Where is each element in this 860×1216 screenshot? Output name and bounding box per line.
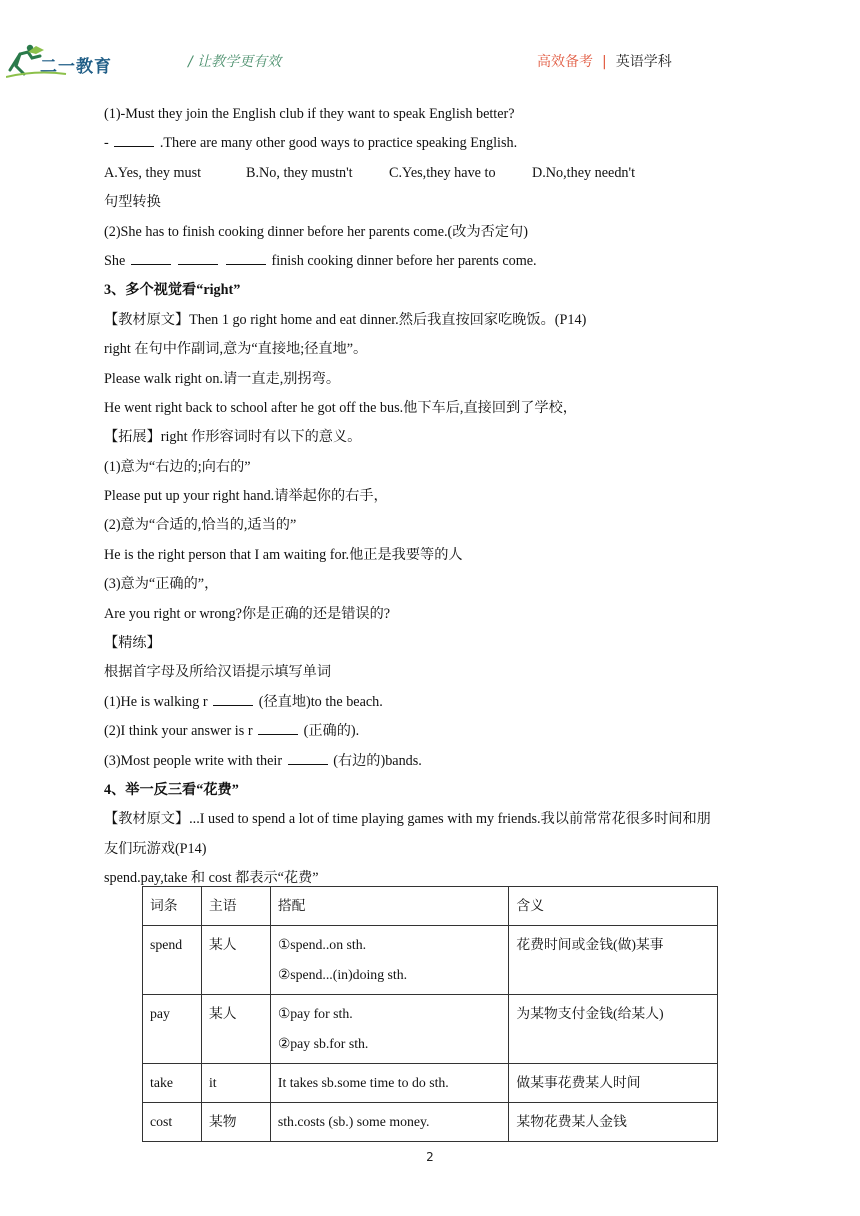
answer-text: finish cooking dinner before her parents come. (271, 252, 537, 269)
table-cell-word: cost (143, 1103, 202, 1142)
spend-comparison-table (142, 886, 718, 1142)
extension-heading: 【拓展】right 作形容词时有以下的意义。 (104, 429, 362, 446)
table-row (143, 926, 718, 995)
header-separator: | (602, 54, 607, 70)
collocation: ②pay sb.for sth. (277, 1036, 369, 1051)
table-cell-meaning: 花费时间或金钱(做)某事 (509, 926, 718, 995)
table-cell-meaning: 为某物支付金钱(给某人) (509, 995, 718, 1064)
collocation: ②spend...(in)doing sth. (277, 967, 408, 982)
table-header: 含义 (509, 887, 718, 926)
collocation: ①spend..on sth. (277, 937, 367, 952)
header-tag-exam: 高效备考 (537, 54, 593, 70)
option-d: D.No,they needn't (532, 164, 636, 181)
practice-text: (1)He is walking r (104, 693, 208, 710)
table-cell-collocation (270, 995, 509, 1064)
answer-blank (131, 252, 171, 265)
table-cell-subject: 某人 (201, 926, 270, 995)
meaning-3: (3)意为“正确的”， (104, 576, 219, 593)
question-2: (2)She has to finish cooking dinner before her parents come.(改为否定句) (104, 223, 528, 240)
table-cell-collocation: sth.costs (sb.) some money. (270, 1103, 509, 1142)
original-text-4-cont: 友们玩游戏(P14) (104, 840, 207, 857)
spend-intro: spend.pay,take 和 cost 都表示“花费” (104, 870, 319, 887)
meaning-2: (2)意为“合适的,恰当的,适当的” (104, 517, 297, 534)
practice-text: (2)I think your answer is r (104, 723, 253, 740)
practice-text: (3)Most people write with their (104, 752, 283, 769)
practice-hint: (右边的)bands. (333, 752, 422, 769)
meaning-1-example: Please put up your right hand.请举起你的右手， (104, 488, 388, 505)
example-line: Please walk right on.请一直走,别拐弯。 (104, 370, 341, 387)
table-header: 搭配 (270, 887, 509, 926)
answer-blank (114, 134, 154, 147)
section-4-heading: 4、举一反三看“花费” (104, 781, 239, 798)
table-cell-subject: it (201, 1064, 270, 1103)
example-line: He went right back to school after he got off the bus.他下车后,直接回到了学校， (104, 399, 577, 416)
table-cell-collocation (270, 926, 509, 995)
table-row (143, 995, 718, 1064)
table-header: 主语 (201, 887, 270, 926)
reply-text: .There are many other good ways to practice speaking English. (159, 135, 518, 152)
meaning-3-example: Are you right or wrong?你是正确的还是错误的? (104, 605, 391, 622)
table-row (143, 1103, 718, 1142)
table-cell-subject: 某物 (201, 1103, 270, 1142)
practice-2 (104, 717, 764, 746)
practice-instruction: 根据首字母及所给汉语提示填写单词 (104, 664, 332, 681)
question-1-options (104, 159, 764, 188)
option-c: C.Yes,they have to (389, 164, 496, 181)
table-cell-word: pay (143, 995, 202, 1064)
document-body (104, 100, 764, 894)
table-header: 词条 (143, 887, 202, 926)
practice-hint: (径直地)to the beach. (258, 693, 383, 710)
page-header (0, 0, 860, 92)
header-tags (537, 51, 672, 71)
table-cell-subject: 某人 (201, 995, 270, 1064)
question-1-reply (104, 129, 764, 158)
answer-blank (258, 722, 298, 735)
table-cell-meaning: 做某事花费某人时间 (509, 1064, 718, 1103)
answer-blank (213, 693, 253, 706)
table-cell-word: take (143, 1064, 202, 1103)
table-header-row (143, 887, 718, 926)
answer-blank (226, 252, 266, 265)
header-slogan: / 让教学更有效 (188, 54, 282, 70)
table-cell-word: spend (143, 926, 202, 995)
option-b: B.No, they mustn't (246, 164, 353, 181)
table-cell-collocation: It takes sb.some time to do sth. (270, 1064, 509, 1103)
meaning-2-example: He is the right person that I am waiting for.他正是我要等的人 (104, 546, 463, 563)
table-row (143, 1064, 718, 1103)
she-text: She (104, 252, 126, 269)
answer-blank (288, 752, 328, 765)
page-number: 2 (426, 1150, 434, 1164)
collocation: ①pay for sth. (277, 1006, 353, 1021)
meaning-1: (1)意为“右边的;向右的” (104, 458, 251, 475)
question-1: (1)-Must they join the English club if they want to speak English better? (104, 106, 515, 122)
practice-hint: (正确的). (303, 723, 360, 740)
practice-3 (104, 747, 764, 776)
dash: - (104, 135, 109, 152)
option-a: A.Yes, they must (104, 164, 202, 181)
original-text-4: 【教材原文】...I used to spend a lot of time playing games with my friends.我以前常常花很多时间和朋 (104, 811, 711, 828)
explanation-line: right 在句中作副词,意为“直接地;径直地”。 (104, 341, 368, 358)
original-text-3: 【教材原文】Then 1 go right home and eat dinner.然后我直按回家吃晚饭。(P14) (104, 311, 587, 328)
section-label-transform: 句型转换 (104, 194, 161, 211)
answer-blank (178, 252, 218, 265)
table-cell-meaning: 某物花费某人金钱 (509, 1103, 718, 1142)
header-tag-subject: 英语学科 (615, 54, 672, 70)
question-2-answer (104, 247, 764, 276)
section-3-heading: 3、多个视觉看“right” (104, 282, 241, 299)
practice-heading: 【精练】 (104, 635, 161, 652)
practice-1 (104, 688, 764, 717)
logo-text: 二一教育 (40, 57, 112, 77)
